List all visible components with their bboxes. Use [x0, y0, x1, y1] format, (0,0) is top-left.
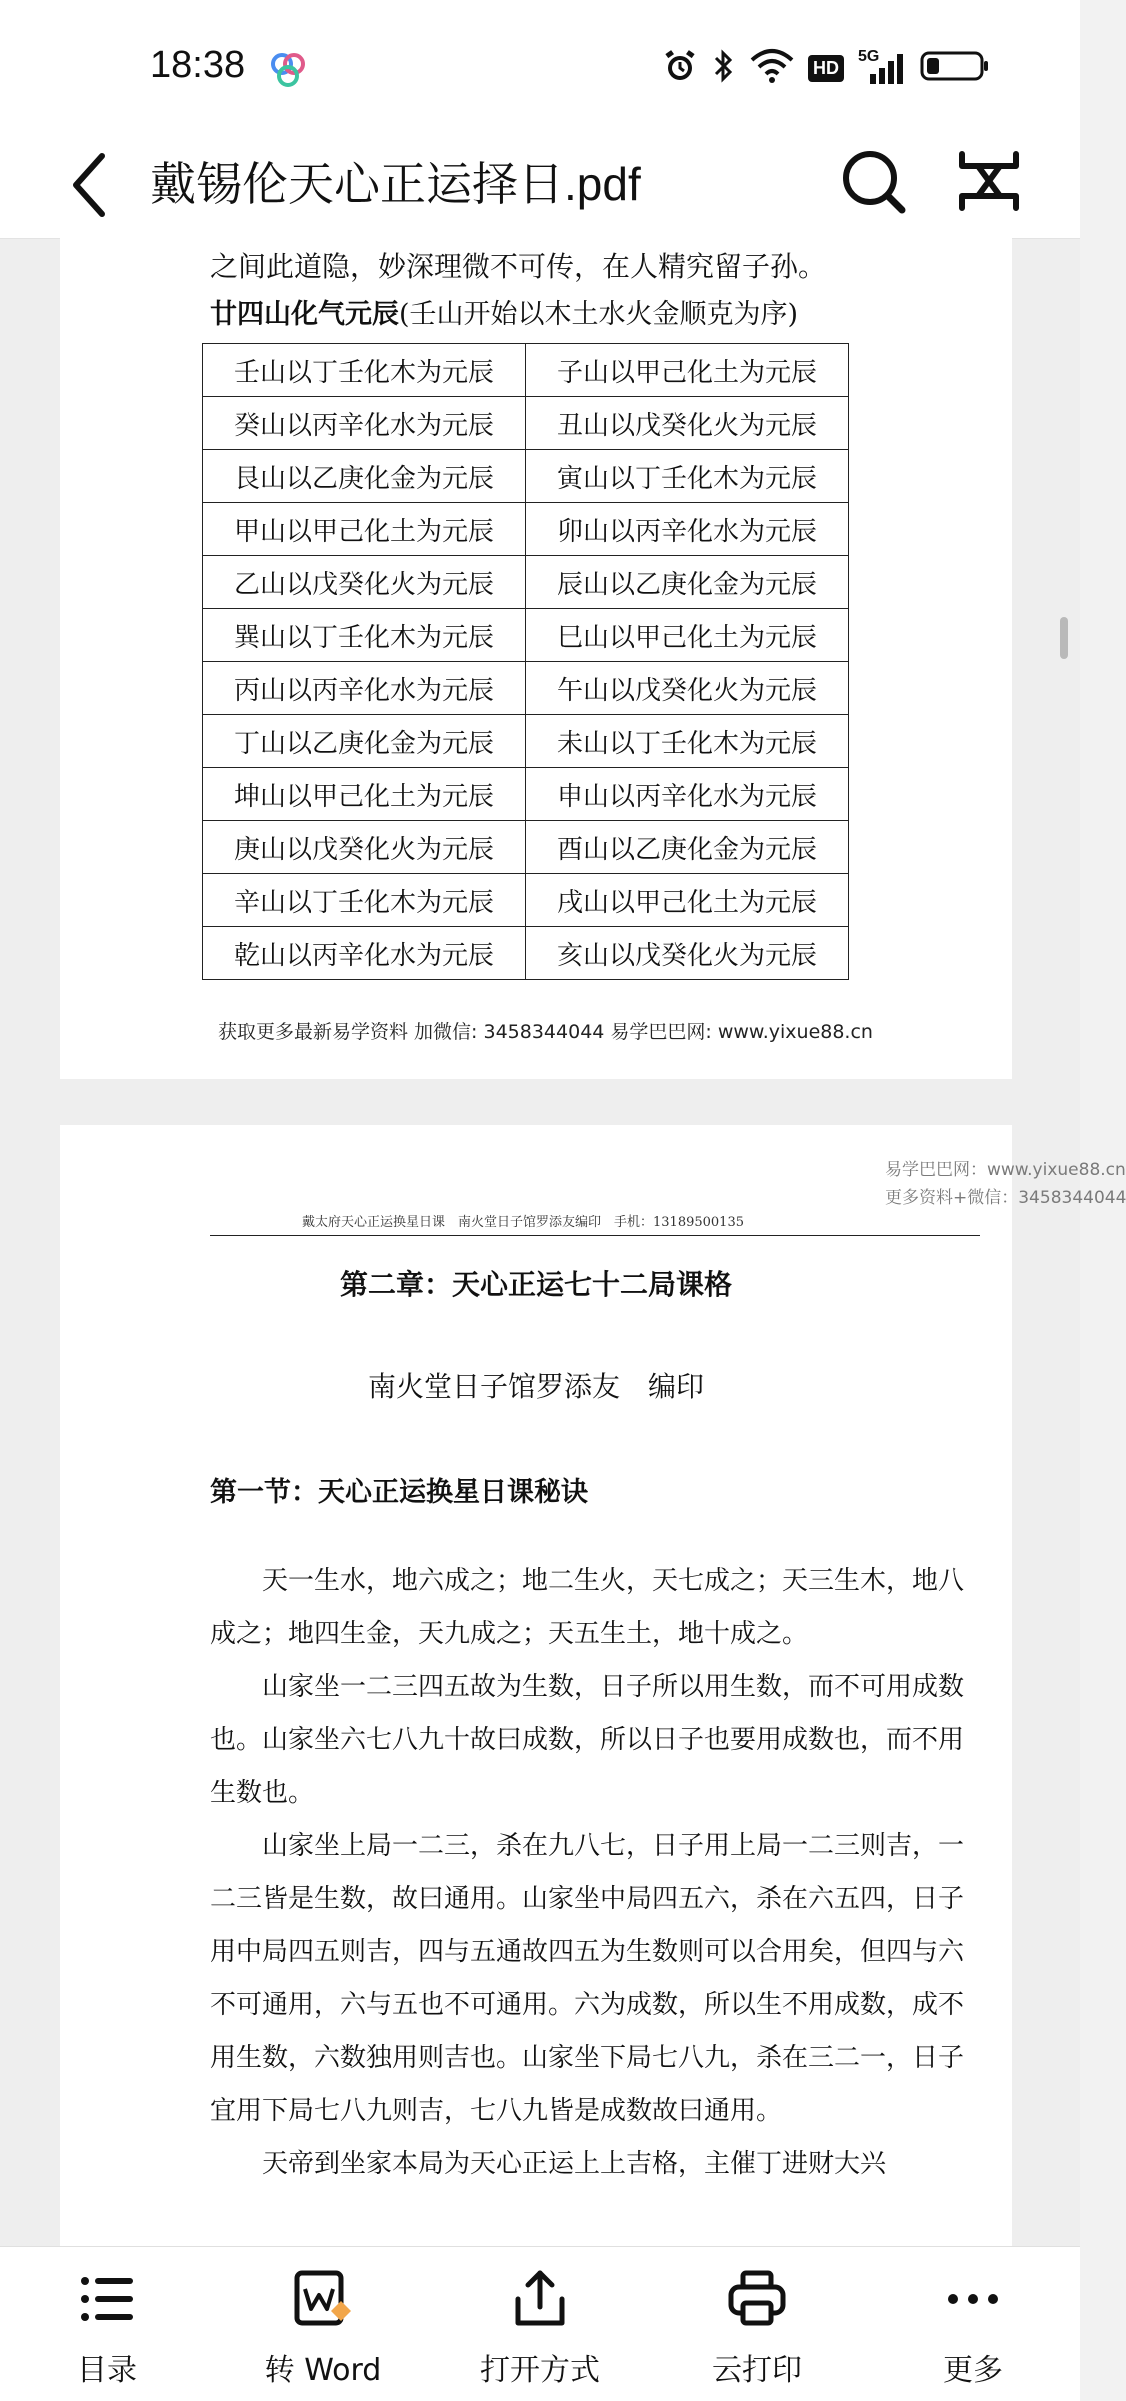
paragraph: 天帝到坐家本局为天心正运上上吉格，主催丁进财大兴 — [262, 2149, 887, 2179]
bottom-toolbar — [0, 2246, 1080, 2401]
section-heading-bold: 廿四山化气元辰 — [210, 299, 399, 330]
table-row — [203, 662, 849, 715]
page-text-line: 之间此道隐，妙深理微不可传，在人精究留子孙。 — [210, 250, 827, 283]
printer-icon — [672, 2267, 842, 2331]
author-line: 南火堂日子馆罗添友 编印 — [367, 1370, 704, 1403]
scrollbar-thumb[interactable] — [1060, 617, 1068, 659]
table-cell: 申山以丙辛化水为元辰 — [526, 768, 849, 821]
table-cell: 丑山以戊癸化火为元辰 — [526, 397, 849, 450]
table-row — [203, 609, 849, 662]
table-cell: 巽山以丁壬化木为元辰 — [203, 609, 526, 662]
list-icon — [22, 2267, 192, 2331]
table-cell: 酉山以乙庚化金为元辰 — [526, 821, 849, 874]
app-bar — [0, 130, 1080, 239]
table-cell: 甲山以甲己化土为元辰 — [203, 503, 526, 556]
battery-icon — [920, 48, 990, 88]
cloud-print-label: 云打印 — [712, 2353, 802, 2388]
table-cell: 艮山以乙庚化金为元辰 — [203, 450, 526, 503]
table-cell: 坤山以甲己化土为元辰 — [203, 768, 526, 821]
table-row — [203, 874, 849, 927]
table-cell: 丁山以乙庚化金为元辰 — [203, 715, 526, 768]
search-icon[interactable] — [836, 144, 910, 218]
alarm-icon — [662, 48, 698, 88]
watermark-line-2: 更多资料+微信：3458344044 — [885, 1188, 1126, 1208]
paragraph: 山家坐一二三四五故为生数，日子所以用生数，而不可用成数也。山家坐六七八九十故曰成数，所以日子也要用成数也，而不用生数也。 — [210, 1672, 965, 1808]
section-heading — [210, 292, 798, 331]
table-row — [203, 715, 849, 768]
bluetooth-icon — [712, 48, 736, 88]
paragraph: 山家坐上局一二三，杀在九八七，日子用上局一二三则吉，一二三皆是生数，故曰通用。山家坐中局四五六，杀在六五四，日子用中局四五则吉，四与五通故四五为生数则可以合用矣，但四与六不可通用，六与五也不可通用。六为成数，所以生不用成数，成不用生数，六数独用则吉也。山家坐下局七八九，杀在三二一，日子宜用下局七八九则吉，七八九皆是成数故曰通用。 — [210, 1831, 965, 2126]
chapter-title: 第二章：天心正运七十二局课格 — [339, 1268, 732, 1301]
pdf-viewer[interactable] — [0, 239, 1126, 2246]
table-cell: 庚山以戊癸化火为元辰 — [203, 821, 526, 874]
table-cell: 辰山以乙庚化金为元辰 — [526, 556, 849, 609]
more-icon — [888, 2267, 1058, 2331]
expand-icon[interactable] — [954, 144, 1024, 218]
app-icon — [268, 50, 308, 90]
table-cell: 亥山以戊癸化火为元辰 — [526, 927, 849, 980]
share-icon — [455, 2267, 625, 2331]
table-cell: 子山以甲己化土为元辰 — [526, 344, 849, 397]
toc-button[interactable] — [22, 2267, 192, 2389]
mountain-element-table — [202, 343, 849, 980]
table-cell: 乙山以戊癸化火为元辰 — [203, 556, 526, 609]
table-row — [203, 556, 849, 609]
more-label: 更多 — [943, 2353, 1003, 2388]
table-row — [203, 927, 849, 980]
wifi-icon — [750, 48, 794, 88]
table-cell: 辛山以丁壬化木为元辰 — [203, 874, 526, 927]
table-cell: 午山以戊癸化火为元辰 — [526, 662, 849, 715]
table-cell: 乾山以丙辛化水为元辰 — [203, 927, 526, 980]
network-label: 5G — [858, 48, 880, 65]
convert-word-button[interactable] — [238, 2267, 408, 2389]
page-header-text: 戴太府天心正运换星日课 南火堂日子馆罗添友编印 手机：13189500135 — [302, 1215, 744, 1230]
signal-5g-icon — [858, 50, 906, 86]
cloud-print-button[interactable] — [672, 2267, 842, 2389]
document-title: 戴锡伦天心正运择日.pdf — [150, 158, 641, 210]
table-cell: 丙山以丙辛化水为元辰 — [203, 662, 526, 715]
table-row — [203, 397, 849, 450]
table-cell: 卯山以丙辛化水为元辰 — [526, 503, 849, 556]
status-time: 18:38 — [150, 44, 246, 86]
table-row — [203, 821, 849, 874]
convert-word-icon — [238, 2267, 408, 2331]
convert-word-label: 转 Word — [264, 2353, 382, 2388]
section-heading-note: (壬山开始以木土水火金顺克为序) — [399, 299, 799, 330]
open-with-label: 打开方式 — [480, 2353, 600, 2388]
status-bar — [0, 0, 1080, 130]
table-row — [203, 768, 849, 821]
table-cell: 戌山以甲己化土为元辰 — [526, 874, 849, 927]
pdf-page-1 — [60, 229, 1012, 1079]
watermark-line-1: 易学巴巴网：www.yixue88.cn — [885, 1160, 1126, 1180]
table-row — [203, 450, 849, 503]
paragraph: 天一生水，地六成之；地二生火，天七成之；天三生木，地八成之；地四生金，天九成之；天五生土，地十成之。 — [210, 1566, 965, 1649]
toc-label: 目录 — [77, 2353, 137, 2388]
table-cell: 巳山以甲己化土为元辰 — [526, 609, 849, 662]
page-footer: 获取更多最新易学资料 加微信: 3458344044 易学巴巴网: www.yixue88.cn — [218, 1021, 873, 1043]
section-title: 第一节：天心正运换星日课秘诀 — [210, 1477, 588, 1508]
table-row — [203, 344, 849, 397]
table-cell: 寅山以丁壬化木为元辰 — [526, 450, 849, 503]
open-with-button[interactable] — [455, 2267, 625, 2389]
table-row — [203, 503, 849, 556]
page-header-rule — [210, 1235, 980, 1236]
hd-icon: HD — [808, 55, 844, 82]
more-button[interactable] — [888, 2267, 1058, 2389]
back-icon[interactable] — [62, 140, 118, 230]
pdf-page-2 — [60, 1125, 1126, 2325]
table-cell: 壬山以丁壬化木为元辰 — [203, 344, 526, 397]
table-cell: 癸山以丙辛化水为元辰 — [203, 397, 526, 450]
body-text — [210, 1555, 978, 2191]
table-cell: 未山以丁壬化木为元辰 — [526, 715, 849, 768]
